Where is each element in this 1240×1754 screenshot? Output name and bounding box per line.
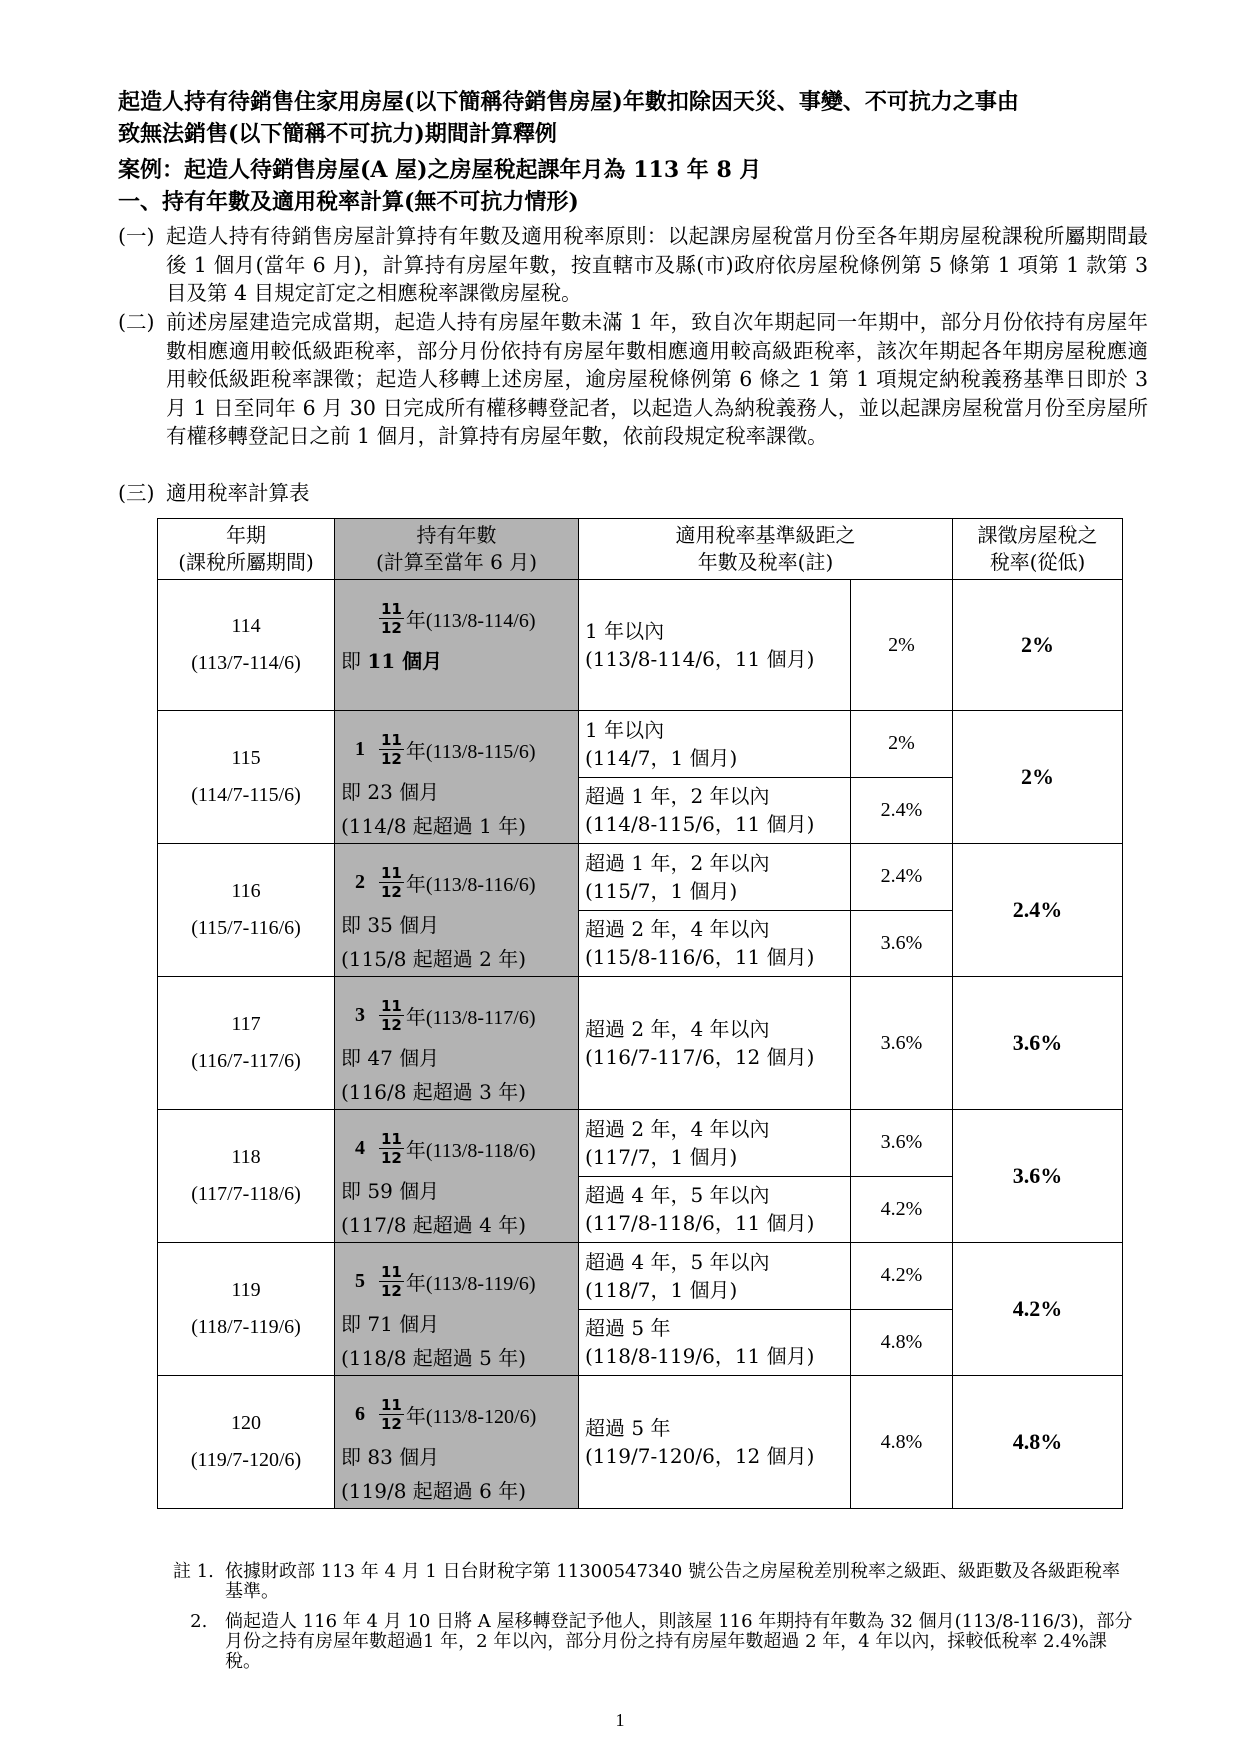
band-rate-cell: 3.6%	[851, 910, 953, 977]
band-range: 超過 5 年	[585, 1416, 671, 1440]
band-range: 超過 4 年，5 年以內	[585, 1183, 770, 1208]
band-range: 超過 2 年，4 年以內	[585, 1017, 770, 1041]
whole-years: 1	[355, 737, 365, 760]
band-cell	[579, 977, 851, 1110]
fraction-denominator: 12	[381, 1281, 402, 1300]
section-heading: 一、持有年數及適用稅率計算(無不可抗力情形)	[118, 189, 579, 215]
header-period-line2: (課稅所屬期間)	[178, 550, 314, 574]
fraction	[379, 1130, 404, 1167]
paragraph-2-label: (二)	[118, 310, 155, 334]
tax-period: (113/7-114/6)	[191, 652, 301, 674]
band-rate-cell: 2.4%	[851, 777, 953, 844]
holding-months-line	[341, 1041, 572, 1075]
band-cell	[579, 1110, 851, 1177]
whole-years: 5	[355, 1269, 365, 1292]
holding-months-line	[341, 644, 572, 678]
holding-years-cell	[335, 977, 579, 1110]
fraction-denominator: 12	[381, 1015, 402, 1034]
fraction	[379, 600, 404, 637]
paragraph-1-label: (一)	[118, 224, 155, 248]
holding-years-cell	[335, 1376, 579, 1509]
footnote-2	[173, 1612, 1133, 1672]
holding-years-cell	[335, 580, 579, 711]
fraction-numerator: 11	[381, 1129, 402, 1148]
band-rate-cell: 3.6%	[851, 1110, 953, 1177]
holding-span: 年(113/8-120/6)	[405, 1405, 537, 1428]
footnote-1-number: 1.	[196, 1561, 214, 1582]
exceed-since: (117/8 起超過 4 年)	[341, 1213, 527, 1237]
band-rate-cell: 2.4%	[851, 844, 953, 911]
table-row	[158, 711, 1123, 778]
exceed-since: (118/8 起超過 5 年)	[341, 1346, 527, 1370]
table-header-row	[158, 519, 1123, 580]
paragraph-2	[118, 308, 1148, 451]
page-number: 1	[615, 1710, 625, 1730]
fraction	[379, 731, 404, 768]
months-prefix: 即	[341, 649, 368, 673]
period-cell	[158, 1376, 335, 1509]
band-range: 超過 4 年，5 年以內	[585, 1249, 770, 1274]
holding-years-line	[341, 989, 572, 1041]
band-period: (117/8-118/6，11 個月)	[585, 1211, 815, 1236]
paragraph-3-text: 適用稅率計算表	[166, 481, 310, 505]
header-period-line1: 年期	[226, 523, 266, 547]
paragraph-2-text: 前述房屋建造完成當期，起造人持有房屋年數未滿 1 年，致自次年期起同一年期中，部分月份依持有房屋年數相應適用較低級距稅率，部分月份依持有房屋年數相應適用較高級距稅率，該次年期起各年期房屋稅應適用較低級距稅率課徵；起造人移轉上述房屋，逾房屋稅條例第 6 條之 1 第 1 項規定納稅義務基準日即於 3 月 1 日至同年 6 月 30 日完成所有權移轉登記者，以起造人為納稅義務人，並以起課房屋稅當月份至房屋所有權移轉登記日之前 1 個月，計算持有房屋年數，依前段規定稅率課徵。	[166, 310, 1148, 448]
exceed-since: (116/8 起超過 3 年)	[341, 1080, 527, 1104]
exceed-since: (115/8 起超過 2 年)	[341, 947, 527, 971]
holding-months-line	[341, 1174, 572, 1208]
fraction-denominator: 12	[381, 749, 402, 768]
fraction-denominator: 12	[381, 1414, 402, 1433]
band-period: (114/7，1 個月)	[585, 745, 738, 770]
period-cell	[158, 1243, 335, 1376]
tax-year: 114	[231, 615, 261, 637]
tax-year: 117	[231, 1013, 261, 1035]
footnote-1-label	[173, 1562, 214, 1582]
band-cell	[579, 910, 851, 977]
fraction-denominator: 12	[381, 882, 402, 901]
holding-months-line	[341, 775, 572, 809]
holding-months: 即 71 個月	[341, 1312, 440, 1336]
final-rate-cell: 4.8%	[953, 1376, 1123, 1509]
footnotes	[173, 1562, 1133, 1682]
band-rate-cell: 4.8%	[851, 1309, 953, 1376]
paragraph-1	[118, 222, 1148, 308]
holding-span: 年(113/8-116/6)	[405, 873, 536, 896]
header-period	[158, 519, 335, 580]
holding-years-cell	[335, 1110, 579, 1243]
band-period: (113/8-114/6，11 個月)	[585, 647, 815, 671]
band-period: (117/7，1 個月)	[585, 1144, 738, 1169]
header-band-line2: 年數及稅率(註)	[697, 550, 834, 574]
band-cell	[579, 1376, 851, 1509]
fraction-denominator: 12	[381, 618, 402, 637]
band-period: (115/8-116/6，11 個月)	[585, 945, 815, 970]
header-years	[335, 519, 579, 580]
band-period: (114/8-115/6，11 個月)	[585, 812, 815, 837]
holding-months: 即 47 個月	[341, 1046, 440, 1070]
tax-period: (118/7-119/6)	[191, 1316, 301, 1338]
tax-period: (114/7-115/6)	[191, 784, 301, 806]
band-cell	[579, 1176, 851, 1243]
tax-period: (119/7-120/6)	[190, 1449, 302, 1471]
table-row	[158, 1376, 1123, 1509]
fraction-numerator: 11	[381, 1262, 402, 1281]
holding-years-line	[341, 856, 572, 908]
period-cell	[158, 580, 335, 711]
exceed-since: (114/8 起超過 1 年)	[341, 814, 527, 838]
header-band-line1: 適用稅率基準級距之	[675, 523, 856, 547]
fraction	[379, 1263, 404, 1300]
whole-years: 6	[355, 1402, 365, 1425]
holding-months: 即 59 個月	[341, 1179, 440, 1203]
band-rate-cell: 3.6%	[851, 977, 953, 1110]
document-title	[118, 86, 1148, 150]
holding-years-line	[341, 723, 572, 775]
table-row	[158, 1110, 1123, 1177]
final-rate-cell: 2%	[953, 711, 1123, 844]
footnote-2-text: 倘起造人 116 年 4 月 10 日將 A 屋移轉登記予他人，則該屋 116 年期持有年數為 32 個月(113/8-116/3)，部分月份之持有房屋年數超過1 年，2 年以內，部分月份之持有房屋年數超過 2 年，4 年以內，採較低稅率 2.4%課稅。	[225, 1611, 1133, 1672]
footnote-1	[173, 1562, 1133, 1602]
tax-year: 120	[231, 1412, 261, 1434]
fraction	[379, 864, 404, 901]
band-range: 超過 1 年，2 年以內	[585, 784, 770, 809]
holding-span: 年(113/8-119/6)	[405, 1272, 536, 1295]
paragraph-3	[118, 479, 1148, 508]
holding-years-line	[341, 1388, 572, 1440]
band-rate-cell: 2%	[851, 580, 953, 711]
band-period: (115/7，1 個月)	[585, 878, 738, 903]
fraction-denominator: 12	[381, 1148, 402, 1167]
case-heading: 案例：起造人待銷售房屋(A 屋)之房屋稅起課年月為 113 年 8 月	[118, 157, 762, 183]
footnote-prefix: 註	[173, 1561, 191, 1582]
tax-year: 118	[231, 1146, 261, 1168]
final-rate-cell: 3.6%	[953, 1110, 1123, 1243]
header-years-line2: (計算至當年 6 月)	[375, 550, 538, 574]
band-range: 1 年以內	[585, 717, 665, 742]
final-rate-cell: 2.4%	[953, 844, 1123, 977]
fraction-numerator: 11	[381, 863, 402, 882]
header-final-line2: 稅率(從低)	[989, 550, 1086, 574]
table-row	[158, 1243, 1123, 1310]
footnote-2-number: 2.	[190, 1611, 208, 1632]
holding-months-line	[341, 1307, 572, 1341]
fraction-numerator: 11	[381, 730, 402, 749]
table-row	[158, 844, 1123, 911]
band-cell	[579, 711, 851, 778]
tax-year: 115	[231, 747, 261, 769]
fraction-numerator: 11	[381, 599, 402, 618]
holding-months: 即 35 個月	[341, 913, 440, 937]
band-cell	[579, 580, 851, 711]
paragraph-3-label: (三)	[118, 481, 155, 505]
tax-period: (115/7-116/6)	[191, 917, 301, 939]
final-rate-cell: 2%	[953, 580, 1123, 711]
holding-span: 年(113/8-115/6)	[405, 740, 536, 763]
fraction	[379, 1396, 404, 1433]
header-final-line1: 課徵房屋稅之	[977, 523, 1098, 547]
fraction-numerator: 11	[381, 996, 402, 1015]
band-range: 超過 1 年，2 年以內	[585, 850, 770, 875]
paragraph-1-text: 起造人持有待銷售房屋計算持有年數及適用稅率原則：以起課房屋稅當月份至各年期房屋稅課稅所屬期間最後 1 個月(當年 6 月)，計算持有房屋年數，按直轄市及縣(市)政府依房屋稅條例第 5 條第 1 項第 1 款第 3 目及第 4 目規定訂定之相應稅率課徵房屋稅。	[166, 224, 1148, 305]
band-rate-cell: 2%	[851, 711, 953, 778]
period-cell	[158, 1110, 335, 1243]
tax-period: (117/7-118/6)	[191, 1183, 301, 1205]
band-cell	[579, 844, 851, 911]
band-range: 1 年以內	[585, 619, 665, 643]
holding-months-line	[341, 908, 572, 942]
period-cell	[158, 844, 335, 977]
band-rate-cell: 4.2%	[851, 1243, 953, 1310]
holding-months-line	[341, 1440, 572, 1474]
table-row	[158, 580, 1123, 711]
whole-years: 2	[355, 870, 365, 893]
holding-years-line	[341, 592, 572, 644]
footnote-2-label	[173, 1612, 207, 1632]
holding-span: 年(113/8-117/6)	[405, 1006, 536, 1029]
band-range: 超過 2 年，4 年以內	[585, 917, 770, 942]
band-range: 超過 2 年，4 年以內	[585, 1116, 770, 1141]
holding-span: 年(113/8-114/6)	[405, 609, 536, 632]
band-cell	[579, 1309, 851, 1376]
period-cell	[158, 977, 335, 1110]
holding-years-line	[341, 1255, 572, 1307]
final-rate-cell: 4.2%	[953, 1243, 1123, 1376]
header-band	[579, 519, 953, 580]
exceed-since: (119/8 起超過 6 年)	[341, 1479, 527, 1503]
footnote-1-text: 依據財政部 113 年 4 月 1 日台財稅字第 11300547340 號公告之房屋稅差別稅率之級距、級距數及各級距稅率基準。	[225, 1561, 1121, 1602]
tax-rate-table	[157, 518, 1123, 1509]
holding-span: 年(113/8-118/6)	[405, 1139, 536, 1162]
band-rate-cell: 4.2%	[851, 1176, 953, 1243]
period-cell	[158, 711, 335, 844]
whole-years: 4	[355, 1136, 365, 1159]
holding-months: 11 個月	[367, 649, 443, 673]
final-rate-cell: 3.6%	[953, 977, 1123, 1110]
holding-years-line	[341, 1122, 572, 1174]
holding-years-cell	[335, 1243, 579, 1376]
holding-months: 即 23 個月	[341, 780, 440, 804]
band-period: (118/7，1 個月)	[585, 1277, 738, 1302]
table-row	[158, 977, 1123, 1110]
holding-months: 即 83 個月	[341, 1445, 440, 1469]
band-period: (116/7-117/6，12 個月)	[585, 1045, 815, 1069]
band-cell	[579, 777, 851, 844]
band-range: 超過 5 年	[585, 1316, 671, 1341]
tax-period: (116/7-117/6)	[191, 1050, 301, 1072]
holding-years-cell	[335, 711, 579, 844]
band-period: (118/8-119/6，11 個月)	[585, 1344, 815, 1369]
band-period: (119/7-120/6，12 個月)	[585, 1444, 815, 1468]
header-final	[953, 519, 1123, 580]
fraction-numerator: 11	[381, 1395, 402, 1414]
band-cell	[579, 1243, 851, 1310]
whole-years: 3	[355, 1003, 365, 1026]
title-line-2: 致無法銷售(以下簡稱不可抗力)期間計算釋例	[118, 121, 557, 147]
tax-year: 116	[231, 880, 261, 902]
title-line-1: 起造人持有待銷售住家用房屋(以下簡稱待銷售房屋)年數扣除因天災、事變、不可抗力之事由	[118, 89, 1019, 115]
tax-year: 119	[231, 1279, 261, 1301]
fraction	[379, 997, 404, 1034]
band-rate-cell: 4.8%	[851, 1376, 953, 1509]
holding-years-cell	[335, 844, 579, 977]
header-years-line1: 持有年數	[416, 523, 497, 547]
